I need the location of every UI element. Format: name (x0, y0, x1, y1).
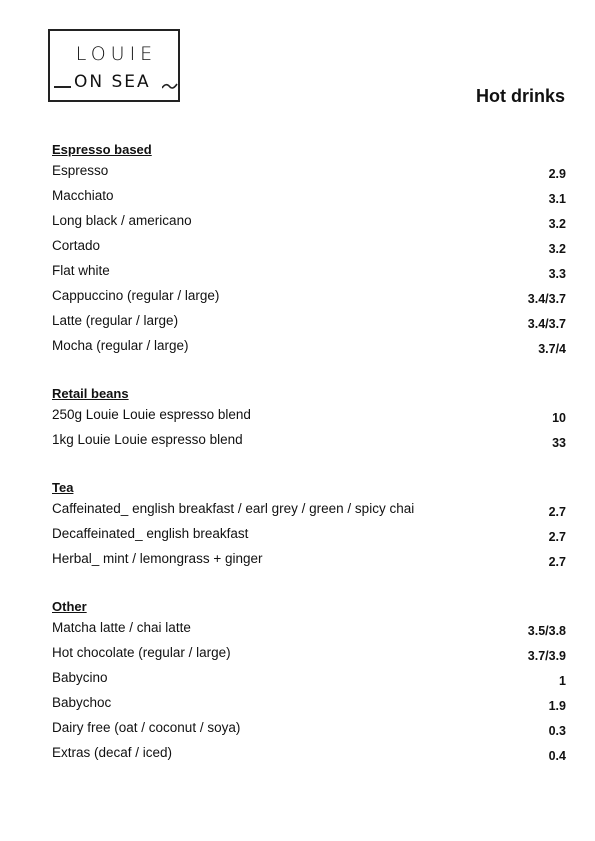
item-price: 0.3 (548, 724, 566, 738)
logo-line1: LOUIE (75, 43, 158, 65)
menu-item (52, 258, 566, 283)
menu-section (52, 141, 566, 358)
item-name: Babycino (52, 670, 108, 685)
menu-item (52, 615, 566, 640)
item-name: Espresso (52, 163, 109, 178)
item-name: Herbal_ mint / lemongrass + ginger (52, 551, 263, 566)
item-name: Decaffeinated_ english breakfast (52, 526, 249, 541)
item-price: 2.9 (548, 167, 566, 181)
item-name: Cappuccino (regular / large) (52, 288, 220, 303)
item-name: Long black / americano (52, 213, 192, 228)
menu (52, 141, 566, 792)
section-title: Espresso based (52, 142, 152, 157)
item-price: 2.7 (548, 555, 566, 569)
item-name: 250g Louie Louie espresso blend (52, 407, 251, 422)
item-name: Macchiato (52, 188, 114, 203)
item-name: Latte (regular / large) (52, 313, 179, 328)
menu-item (52, 308, 566, 333)
item-price: 3.4/3.7 (527, 292, 566, 306)
item-price: 2.7 (548, 505, 566, 519)
item-name: Dairy free (oat / coconut / soya) (52, 720, 241, 735)
item-price: 3.1 (548, 192, 566, 206)
menu-item (52, 283, 566, 308)
item-name: Flat white (52, 263, 110, 278)
menu-item (52, 690, 566, 715)
logo (48, 29, 180, 102)
menu-item (52, 427, 566, 452)
item-price: 10 (552, 411, 566, 425)
section-title: Retail beans (52, 386, 129, 401)
item-name: Mocha (regular / large) (52, 338, 189, 353)
item-name: Matcha latte / chai latte (52, 620, 191, 635)
item-price: 3.5/3.8 (527, 624, 566, 638)
menu-item (52, 158, 566, 183)
page-title: Hot drinks (475, 86, 565, 106)
menu-item (52, 183, 566, 208)
item-name: Caffeinated_ english breakfast / earl grey / green / spicy chai (52, 501, 415, 516)
menu-item (52, 640, 566, 665)
menu-item (52, 546, 566, 571)
item-price: 2.7 (548, 530, 566, 544)
menu-item (52, 521, 566, 546)
menu-section (52, 385, 566, 452)
menu-item (52, 665, 566, 690)
item-price: 3.4/3.7 (527, 317, 566, 331)
wave-icon (162, 81, 178, 91)
item-price: 3.2 (548, 217, 566, 231)
menu-item (52, 208, 566, 233)
item-name: 1kg Louie Louie espresso blend (52, 432, 243, 447)
item-price: 3.3 (548, 267, 566, 281)
item-price: 1.9 (548, 699, 566, 713)
logo-dash (54, 86, 71, 88)
menu-item (52, 740, 566, 765)
menu-section (52, 479, 566, 571)
item-name: Babychoc (52, 695, 112, 710)
section-title: Tea (52, 480, 74, 495)
section-title: Other (52, 599, 87, 614)
item-price: 3.7/3.9 (527, 649, 566, 663)
item-name: Hot chocolate (regular / large) (52, 645, 231, 660)
item-price: 3.7/4 (538, 342, 566, 356)
item-price: 33 (552, 436, 566, 450)
logo-line2: ON SEA (74, 72, 151, 92)
menu-item (52, 715, 566, 740)
item-price: 3.2 (548, 242, 566, 256)
menu-item (52, 233, 566, 258)
menu-item (52, 402, 566, 427)
menu-section (52, 598, 566, 765)
menu-item (52, 333, 566, 358)
item-name: Cortado (52, 238, 101, 253)
item-price: 1 (559, 674, 566, 688)
menu-item (52, 496, 566, 521)
item-name: Extras (decaf / iced) (52, 745, 173, 760)
item-price: 0.4 (548, 749, 566, 763)
